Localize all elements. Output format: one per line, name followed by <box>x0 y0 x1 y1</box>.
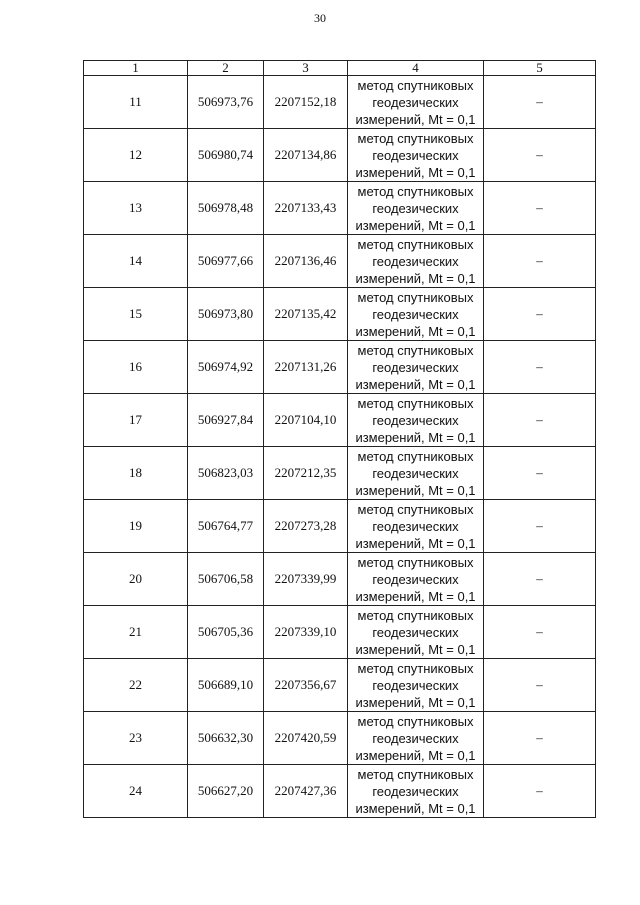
header-col-4: 4 <box>348 61 484 76</box>
table-row <box>84 288 596 341</box>
method-cell: метод спутниковых геодезических измерений, Mt = 0,1 <box>348 500 484 553</box>
y-coordinate-cell: 2207136,46 <box>264 235 348 288</box>
table-row <box>84 235 596 288</box>
table-row <box>84 606 596 659</box>
header-col-3: 3 <box>264 61 348 76</box>
method-cell: метод спутниковых геодезических измерений, Mt = 0,1 <box>348 606 484 659</box>
point-number-cell: 15 <box>84 288 188 341</box>
point-number-cell: 14 <box>84 235 188 288</box>
x-coordinate-cell: 506823,03 <box>188 447 264 500</box>
table-row <box>84 500 596 553</box>
method-cell: метод спутниковых геодезических измерений, Mt = 0,1 <box>348 288 484 341</box>
note-cell: – <box>484 129 596 182</box>
note-cell: – <box>484 659 596 712</box>
y-coordinate-cell: 2207152,18 <box>264 76 348 129</box>
table-row <box>84 341 596 394</box>
x-coordinate-cell: 506974,92 <box>188 341 264 394</box>
x-coordinate-cell: 506977,66 <box>188 235 264 288</box>
x-coordinate-cell: 506927,84 <box>188 394 264 447</box>
y-coordinate-cell: 2207131,26 <box>264 341 348 394</box>
method-cell: метод спутниковых геодезических измерений, Mt = 0,1 <box>348 341 484 394</box>
header-col-1: 1 <box>84 61 188 76</box>
note-cell: – <box>484 182 596 235</box>
y-coordinate-cell: 2207427,36 <box>264 765 348 818</box>
method-cell: метод спутниковых геодезических измерений, Mt = 0,1 <box>348 659 484 712</box>
method-cell: метод спутниковых геодезических измерений, Mt = 0,1 <box>348 553 484 606</box>
method-cell: метод спутниковых геодезических измерений, Mt = 0,1 <box>348 712 484 765</box>
note-cell: – <box>484 394 596 447</box>
x-coordinate-cell: 506706,58 <box>188 553 264 606</box>
note-cell: – <box>484 765 596 818</box>
y-coordinate-cell: 2207212,35 <box>264 447 348 500</box>
y-coordinate-cell: 2207134,86 <box>264 129 348 182</box>
note-cell: – <box>484 235 596 288</box>
x-coordinate-cell: 506705,36 <box>188 606 264 659</box>
point-number-cell: 16 <box>84 341 188 394</box>
y-coordinate-cell: 2207104,10 <box>264 394 348 447</box>
table-row <box>84 182 596 235</box>
note-cell: – <box>484 712 596 765</box>
table-header-row <box>84 61 596 76</box>
y-coordinate-cell: 2207339,99 <box>264 553 348 606</box>
y-coordinate-cell: 2207135,42 <box>264 288 348 341</box>
x-coordinate-cell: 506764,77 <box>188 500 264 553</box>
page-number: 30 <box>314 11 326 25</box>
method-cell: метод спутниковых геодезических измерений, Mt = 0,1 <box>348 235 484 288</box>
note-cell: – <box>484 606 596 659</box>
y-coordinate-cell: 2207420,59 <box>264 712 348 765</box>
method-cell: метод спутниковых геодезических измерений, Mt = 0,1 <box>348 394 484 447</box>
method-cell: метод спутниковых геодезических измерений, Mt = 0,1 <box>348 182 484 235</box>
x-coordinate-cell: 506980,74 <box>188 129 264 182</box>
coordinates-table <box>83 60 596 818</box>
x-coordinate-cell: 506973,80 <box>188 288 264 341</box>
table-row <box>84 129 596 182</box>
x-coordinate-cell: 506978,48 <box>188 182 264 235</box>
table-row <box>84 765 596 818</box>
note-cell: – <box>484 447 596 500</box>
point-number-cell: 23 <box>84 712 188 765</box>
note-cell: – <box>484 288 596 341</box>
point-number-cell: 11 <box>84 76 188 129</box>
table-row <box>84 394 596 447</box>
y-coordinate-cell: 2207339,10 <box>264 606 348 659</box>
x-coordinate-cell: 506689,10 <box>188 659 264 712</box>
table-row <box>84 76 596 129</box>
table-row <box>84 447 596 500</box>
point-number-cell: 22 <box>84 659 188 712</box>
x-coordinate-cell: 506627,20 <box>188 765 264 818</box>
point-number-cell: 12 <box>84 129 188 182</box>
note-cell: – <box>484 76 596 129</box>
point-number-cell: 24 <box>84 765 188 818</box>
table-row <box>84 553 596 606</box>
point-number-cell: 13 <box>84 182 188 235</box>
table-row <box>84 659 596 712</box>
point-number-cell: 21 <box>84 606 188 659</box>
note-cell: – <box>484 553 596 606</box>
method-cell: метод спутниковых геодезических измерений, Mt = 0,1 <box>348 76 484 129</box>
point-number-cell: 18 <box>84 447 188 500</box>
y-coordinate-cell: 2207273,28 <box>264 500 348 553</box>
method-cell: метод спутниковых геодезических измерений, Mt = 0,1 <box>348 447 484 500</box>
x-coordinate-cell: 506632,30 <box>188 712 264 765</box>
point-number-cell: 20 <box>84 553 188 606</box>
y-coordinate-cell: 2207356,67 <box>264 659 348 712</box>
method-cell: метод спутниковых геодезических измерений, Mt = 0,1 <box>348 129 484 182</box>
point-number-cell: 19 <box>84 500 188 553</box>
y-coordinate-cell: 2207133,43 <box>264 182 348 235</box>
note-cell: – <box>484 341 596 394</box>
header-col-2: 2 <box>188 61 264 76</box>
method-cell: метод спутниковых геодезических измерений, Mt = 0,1 <box>348 765 484 818</box>
table-row <box>84 712 596 765</box>
header-col-5: 5 <box>484 61 596 76</box>
x-coordinate-cell: 506973,76 <box>188 76 264 129</box>
point-number-cell: 17 <box>84 394 188 447</box>
note-cell: – <box>484 500 596 553</box>
